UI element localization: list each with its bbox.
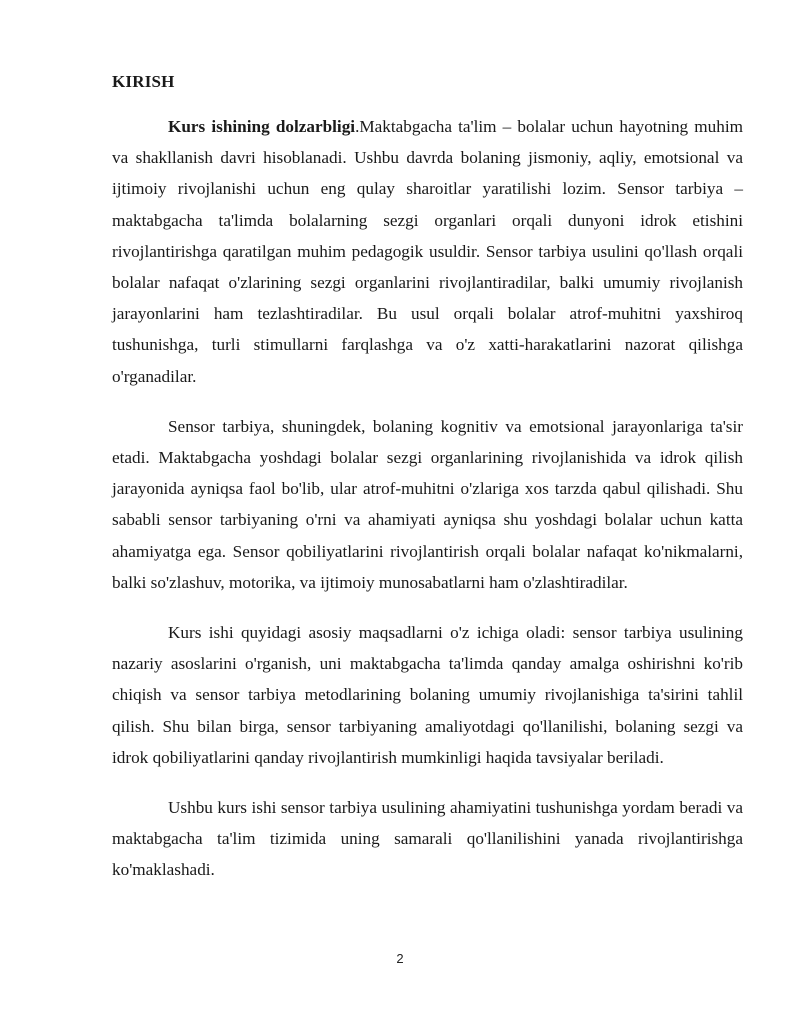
body-text	[112, 111, 743, 886]
paragraph-sensory-impact	[112, 411, 743, 598]
paragraph-conclusion	[112, 792, 743, 886]
page-number: 2	[396, 951, 404, 966]
paragraph-text: Kurs ishi quyidagi asosiy maqsadlarni o'z ichiga oladi: sensor tarbiya usulining nazariy asoslarini o'rganish, uni maktabgacha ta'limda qanday amalga oshirishni ko'rib chiqish va sensor tarbiya metodlarining bolaning umumiy rivojlanishiga ta'sirini tahlil qilish. Shu bilan birga, sensor tarbiyaning amaliyotdagi qo'llanilishi, bolaning sezgi va idrok qobiliyatlarini qanday rivojlantirish mumkinligi haqida tavsiyalar beriladi.	[112, 623, 743, 767]
paragraph-relevance	[112, 111, 743, 392]
paragraph-goals	[112, 617, 743, 773]
paragraph-text: Ushbu kurs ishi sensor tarbiya usulining ahamiyatini tushunishga yordam beradi va maktabgacha ta'lim tizimida uning samarali qo'llanilishini yanada rivojlantirishga ko'maklashadi.	[112, 798, 743, 880]
paragraph-text: Sensor tarbiya, shuningdek, bolaning kognitiv va emotsional jarayonlariga ta'sir etadi. Maktabgacha yoshdagi bolalar sezgi organlarining rivojlanishida va idrok qilish jarayonida ayniqsa faol bo'lib, ular atrof-muhitni o'zlariga xos tarzda qabul qilishadi. Shu sababli sensor tarbiyaning o'rni va ahamiyati ayniqsa shu yoshdagi bolalar uchun katta ahamiyatga ega. Sensor qobiliyatlarini rivojlantirish orqali bolalar nafaqat ko'nikmalarni, balki so'zlashuv, motorika, va ijtimoiy munosabatlarni ham o'zlashtiradilar.	[112, 416, 743, 592]
section-heading: KIRISH	[112, 72, 175, 91]
paragraph-lead: Kurs ishining dolzarbligi	[168, 117, 356, 136]
paragraph-text: .Maktabgacha ta'lim – bolalar uchun hayotning muhim va shakllanish davri hisoblanadi. Ushbu davrda bolaning jismoniy, aqliy, emotsional va ijtimoiy rivojlanishi uchun eng qulay sharoitlar yaratilishi lozim. Sensor tarbiya – maktabgacha ta'limda bolalarning sezgi organlari orqali dunyoni idrok etishini rivojlantirishga qaratilgan muhim pedagogik usuldir. Sensor tarbiya usulini qo'llash orqali bolalar nafaqat o'zlarining sezgi organlarini rivojlantiradilar, balki umumiy rivojlanish jarayonlarini ham tezlashtiradilar. Bu usul orqali bolalar atrof-muhitni yaxshiroq tushunishga, turli stimullarni farqlashga va o'z xatti-harakatlarini nazorat qilishga o'rganadilar.	[112, 117, 743, 386]
